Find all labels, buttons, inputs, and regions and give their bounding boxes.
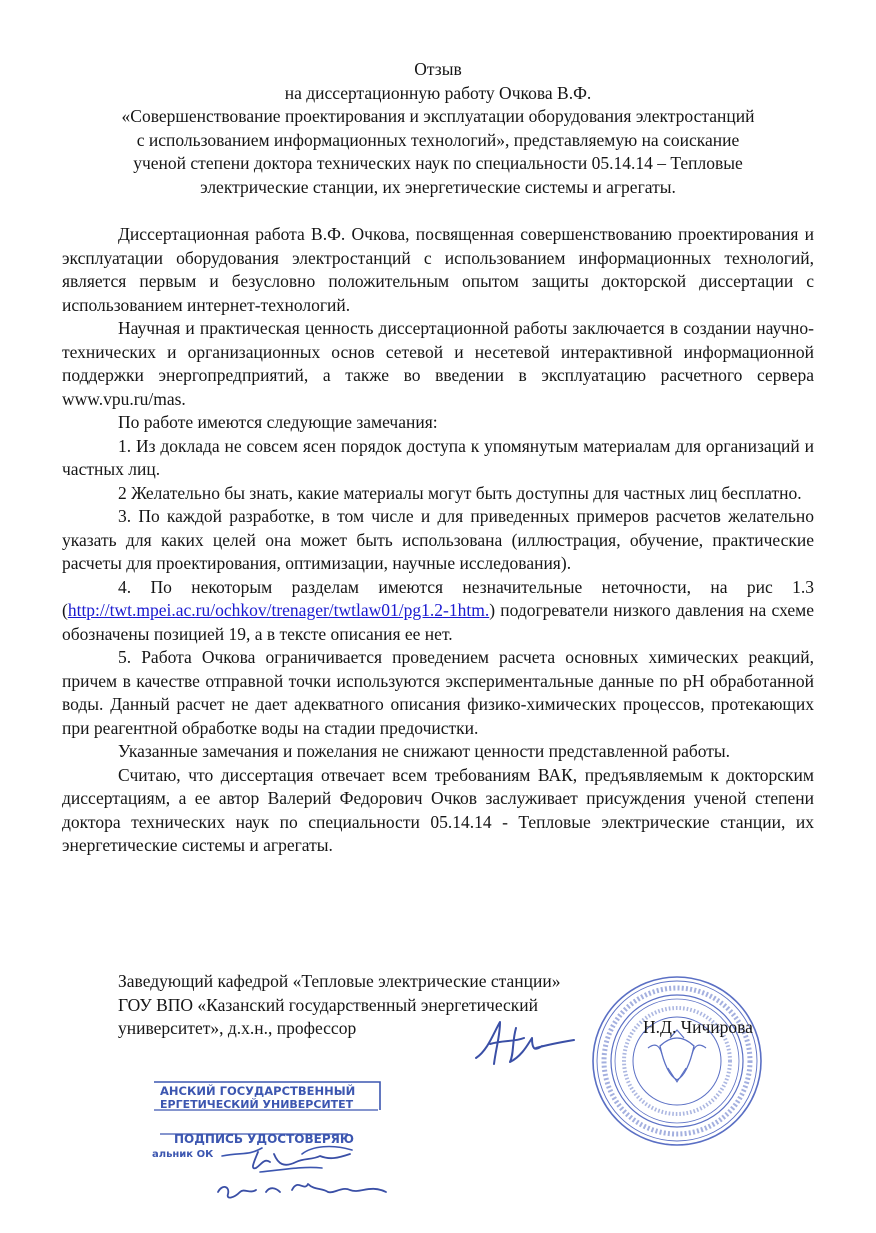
paragraph: Диссертационная работа В.Ф. Очкова, посвященная совершенствованию проектирования и эксплуатации оборудования электростанций с использованием информационных технологий, является первым и безусловно положительным опытом защиты докторской диссертации с использованием интернет-технологий. bbox=[62, 224, 814, 315]
stamp-org-line: АНСКИЙ ГОСУДАРСТВЕННЫЙ bbox=[160, 1084, 356, 1098]
paragraph: 3. По каждой разработке, в том числе и для приведенных примеров расчетов желательно указать для каких целей она может быть использована (иллюстрация, обучение, практические расчеты для проектирования, оптимизации, научные исследования). bbox=[62, 506, 814, 573]
paragraph-text: 4. По некоторым разделам имеются незначительные неточности, на рис 1.3 ( bbox=[62, 576, 814, 620]
title-line: Отзыв bbox=[414, 59, 462, 79]
paragraph: Указанные замечания и пожелания не снижают ценности представленной работы. bbox=[118, 741, 731, 761]
paragraph: Считаю, что диссертация отвечает всем требованиям ВАК, предъявляемым к докторским диссертациям, а ее автор Валерий Федорович Очков заслуживает присуждения ученой степени доктора технических наук по специальности 05.14.14 - Тепловые электрические станции, их энергетические системы и агрегаты. bbox=[62, 764, 814, 855]
paragraph: По работе имеются следующие замечания: bbox=[118, 412, 438, 432]
stamp-certify-text: ПОДПИСЬ УДОСТОВЕРЯЮ bbox=[174, 1132, 354, 1146]
document-title bbox=[60, 58, 816, 199]
signer-organization: ГОУ ВПО «Казанский государственный энергетический bbox=[118, 994, 539, 1015]
paragraph: 5. Работа Очкова ограничивается проведением расчета основных химических реакций, причем в качестве отправной точки используются экспериментальные данные по pH обработанной воды. Данный расчет не дает адекватного описания физико-химических процессов, протекающих при реагентной обработке воды на стадии предочистки. bbox=[62, 647, 814, 738]
signer-degree: университет», д.х.н., профессор bbox=[118, 1018, 357, 1038]
stamp-official-text: альник ОК bbox=[152, 1149, 214, 1160]
paragraph: Научная и практическая ценность диссертационной работы заключается в создании научно-технических и организационных основ сетевой и несетевой интерактивной информационной поддержки энергопредприятий, а также во введении в эксплуатацию расчетного сервера www.vpu.ru/mas. bbox=[62, 318, 814, 409]
title-line: на диссертационную работу Очкова В.Ф. bbox=[284, 82, 592, 103]
paragraph: 1. Из доклада не совсем ясен порядок доступа к упомянутым материалам для организаций и частных лиц. bbox=[62, 435, 814, 479]
reference-link[interactable]: http://twt.mpei.ac.ru/ochkov/trenager/twtlaw01/pg1.2-1htm. bbox=[67, 600, 490, 620]
document-body bbox=[62, 223, 814, 858]
title-line: с использованием информационных технологий», представляемую на соискание bbox=[136, 129, 740, 150]
stamp-org-line: ЕРГЕТИЧЕСКИЙ УНИВЕРСИТЕТ bbox=[160, 1098, 354, 1111]
paragraph: 2 Желательно бы знать, какие материалы могут быть доступны для частных лиц бесплатно. bbox=[118, 482, 802, 503]
paragraph-text: ) подогреватели низкого давления на схеме обозначены позицией 19, а в тексте описания ее нет. bbox=[62, 600, 814, 644]
round-seal-icon bbox=[588, 972, 766, 1150]
title-line: ученой степени доктора технических наук по специальности 05.14.14 – Тепловые bbox=[133, 153, 743, 173]
signer-name: Н.Д. Чичирова bbox=[643, 1017, 753, 1037]
handwritten-signature-icon bbox=[470, 1018, 580, 1070]
title-line: электрические станции, их энергетические системы и агрегаты. bbox=[200, 176, 676, 197]
signer-position: Заведующий кафедрой «Тепловые электрические станции» bbox=[118, 971, 561, 991]
handwritten-certification-icon bbox=[200, 1148, 410, 1218]
paragraph bbox=[62, 576, 814, 647]
title-line: «Совершенствование проектирования и эксплуатации оборудования электростанций bbox=[121, 106, 755, 126]
